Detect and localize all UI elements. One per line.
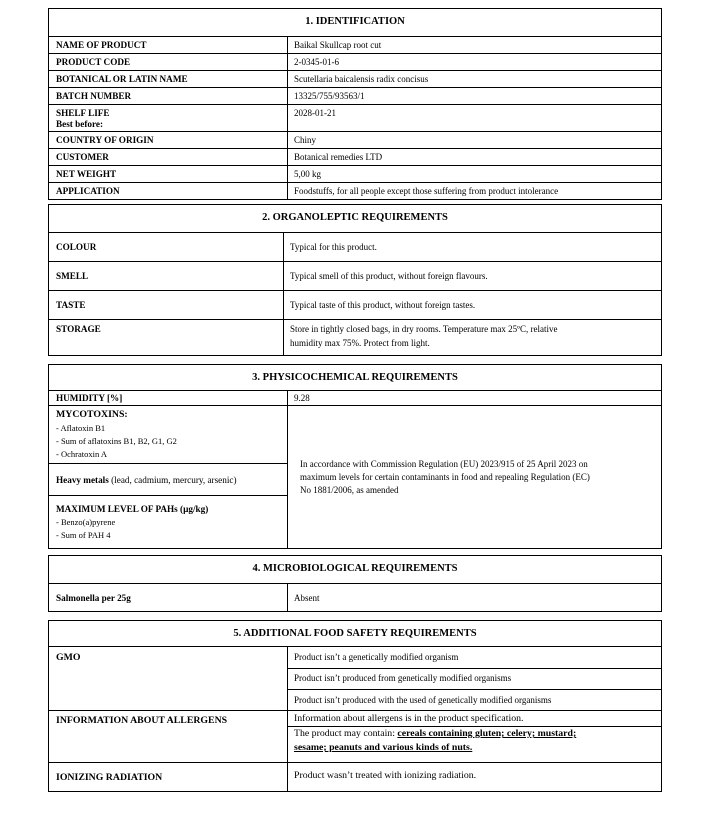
identification-title: 1. IDENTIFICATION: [305, 16, 405, 27]
regulation-line: No 1881/2006, as amended: [300, 485, 399, 495]
row-divider: [49, 390, 661, 391]
row-divider: [49, 405, 661, 406]
row-label: BOTANICAL OR LATIN NAME: [56, 74, 188, 84]
row-divider: [49, 762, 661, 763]
regulation-line: In accordance with Commission Regulation (EU) 2023/915 of 25 April 2023 on: [300, 459, 588, 469]
heavy-metals-detail: (lead, cadmium, mercury, arsenic): [108, 475, 237, 485]
column-divider: [287, 390, 288, 548]
row-value: Typical for this product.: [290, 242, 377, 252]
row-value: Scutellaria baicalensis radix concisus: [294, 74, 429, 84]
additional-section: [48, 620, 662, 792]
table-row: [49, 182, 661, 199]
pah-item: - Sum of PAH 4: [56, 530, 111, 540]
table-row: [49, 53, 661, 70]
additional-title: 5. ADDITIONAL FOOD SAFETY REQUIREMENTS: [233, 628, 477, 639]
row-label: BATCH NUMBER: [56, 91, 132, 101]
row-divider: [287, 726, 661, 727]
organoleptic-section: [48, 204, 662, 356]
row-label: PRODUCT CODE: [56, 57, 131, 67]
row-label: CUSTOMER: [56, 152, 109, 162]
table-row: [49, 131, 661, 148]
salmonella-label: Salmonella per 25g: [56, 593, 131, 603]
table-row: [49, 36, 661, 53]
allergens-may-contain: [288, 728, 576, 741]
mycotoxins-label: MYCOTOXINS:: [56, 409, 128, 420]
regulation-line: maximum levels for certain contaminants in food and repealing Regulation (EC): [300, 472, 590, 482]
allergens-list-line1: cereals containing gluten; celery; mustard;: [397, 728, 577, 739]
organoleptic-title: 2. ORGANOLEPTIC REQUIREMENTS: [262, 212, 448, 223]
allergens-list-line2-wrap: [288, 742, 472, 755]
gmo-value: Product isn’t produced from genetically modified organisms: [294, 673, 512, 683]
row-divider: [49, 463, 287, 464]
allergens-info: Information about allergens is in the product specification.: [294, 713, 524, 724]
row-divider: [287, 668, 661, 669]
table-row: [49, 87, 661, 104]
gmo-value: Product isn’t produced with the used of genetically modified organisms: [294, 695, 552, 705]
pah-label: MAXIMUM LEVEL OF PAHs (µg/kg): [56, 504, 209, 514]
heavy-metals-title: Heavy metals: [56, 475, 109, 485]
table-row: [49, 290, 661, 319]
heavy-metals-label: [49, 475, 237, 486]
mycotoxin-item: - Ochratoxin A: [56, 449, 107, 459]
row-value-line2: humidity max 75%. Protect from light.: [290, 338, 430, 348]
row-value: 2-0345-01-6: [294, 57, 339, 67]
row-divider: [49, 495, 287, 496]
identification-section: [48, 8, 662, 200]
radiation-label: IONIZING RADIATION: [56, 772, 163, 783]
table-row: [49, 70, 661, 87]
microbiological-section: [48, 555, 662, 612]
table-row: [49, 165, 661, 182]
row-label: SHELF LIFE: [56, 108, 110, 118]
allergens-prefix: The product may contain:: [294, 728, 398, 739]
row-value: Chiny: [294, 135, 317, 145]
humidity-label: HUMIDITY [%]: [56, 393, 123, 403]
physicochemical-title: 3. PHYSICOCHEMICAL REQUIREMENTS: [252, 372, 458, 383]
mycotoxin-item: - Sum of aflatoxins B1, B2, G1, G2: [56, 436, 177, 446]
row-value: Baikal Skullcap root cut: [294, 40, 382, 50]
row-value: Botanical remedies LTD: [294, 152, 383, 162]
salmonella-value: Absent: [294, 593, 320, 603]
row-divider: [49, 710, 661, 711]
row-label: STORAGE: [56, 324, 101, 334]
humidity-value: 9.28: [294, 393, 310, 403]
row-label: COLOUR: [56, 242, 97, 252]
allergens-label: INFORMATION ABOUT ALLERGENS: [56, 715, 228, 726]
table-row: [49, 148, 661, 165]
radiation-value: Product wasn’t treated with ionizing radiation.: [294, 770, 477, 781]
row-label: NAME OF PRODUCT: [56, 40, 147, 50]
pah-item: - Benzo(a)pyrene: [56, 517, 116, 527]
row-value: Typical taste of this product, without foreign tastes.: [290, 300, 476, 310]
row-sublabel: Best before:: [56, 119, 104, 129]
row-label: APPLICATION: [56, 186, 120, 196]
row-value: 2028-01-21: [294, 108, 336, 118]
row-label: COUNTRY OF ORIGIN: [56, 135, 154, 145]
row-label: SMELL: [56, 271, 89, 281]
mycotoxin-item: - Aflatoxin B1: [56, 423, 106, 433]
row-value: 13325/755/93563/1: [294, 91, 365, 101]
table-row: [49, 104, 661, 131]
row-label: NET WEIGHT: [56, 169, 117, 179]
allergens-list-line2: sesame; peanuts and various kinds of nuts.: [294, 742, 473, 753]
row-label: TASTE: [56, 300, 86, 310]
table-row: [49, 232, 661, 261]
gmo-value: Product isn’t a genetically modified organism: [294, 652, 459, 662]
row-value-line1: Store in tightly closed bags, in dry rooms. Temperature max 25ºC, relative: [290, 324, 558, 334]
microbiological-title: 4. MICROBIOLOGICAL REQUIREMENTS: [252, 563, 458, 574]
gmo-label: GMO: [56, 652, 81, 663]
table-row: [49, 583, 661, 611]
row-divider: [49, 646, 661, 647]
row-value: Foodstuffs, for all people except those suffering from product intolerance: [294, 186, 559, 196]
row-divider: [287, 689, 661, 690]
table-row: [49, 319, 661, 355]
table-row: [49, 261, 661, 290]
row-value: Typical smell of this product, without foreign flavours.: [290, 271, 488, 281]
physicochemical-section: [48, 364, 662, 549]
row-value: 5,00 kg: [294, 169, 321, 179]
